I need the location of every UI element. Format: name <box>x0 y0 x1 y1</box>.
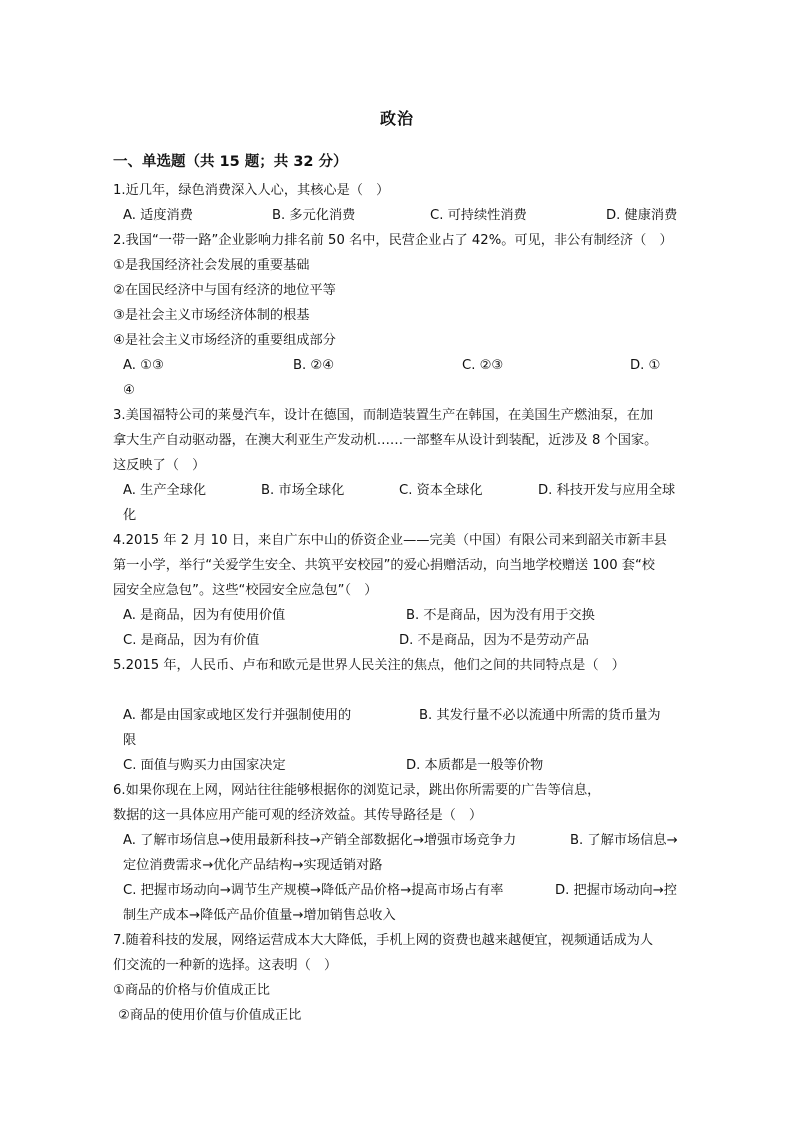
question-7-stem-line-1: 7.随着科技的发展，网络运营成本大大降低，手机上网的资费也越来越便宜，视频通话成为人 <box>113 933 654 948</box>
q4-option-d: D. 不是商品，因为不是劳动产品 <box>399 633 589 648</box>
q2-statement-2: ②在国民经济中与国有经济的地位平等 <box>113 283 336 298</box>
q7-statement-1: ①商品的价格与价值成正比 <box>113 983 270 998</box>
question-2-stem: 2.我国“一带一路”企业影响力排名前 50 名中，民营企业占了 42%。可见，非公有制经济（ ） <box>113 233 673 248</box>
q4-option-a: A. 是商品，因为有使用价值 <box>123 608 286 623</box>
q2-option-wrap: ④ <box>123 383 135 398</box>
q3-option-d: D. 科技开发与应用全球 <box>538 483 676 498</box>
q2-option-d: D. ① <box>630 358 661 373</box>
q3-option-b: B. 市场全球化 <box>261 483 345 498</box>
q5-option-wrap: 限 <box>123 733 137 748</box>
q5-option-c: C. 面值与购买力由国家决定 <box>123 758 286 773</box>
q5-option-d: D. 本质都是一般等价物 <box>406 758 544 773</box>
section-heading: 一、单选题（共 15 题；共 32 分） <box>113 154 348 170</box>
question-6-stem-line-2: 数据的这一具体应用产能可观的经济效益。其传导路径是（ ） <box>113 808 483 823</box>
q1-option-d: D. 健康消费 <box>606 208 678 223</box>
q2-statement-3: ③是社会主义市场经济体制的根基 <box>113 308 310 323</box>
question-4-stem-line-1: 4.2015 年 2 月 10 日，来自广东中山的侨资企业——完美（中国）有限公司来到韶关市新丰县 <box>113 533 667 548</box>
q6-option-b: B. 了解市场信息→ <box>570 833 678 848</box>
q5-option-b: B. 其发行量不必以流通中所需的货币量为 <box>419 708 661 723</box>
q6-option-d-wrap: 制生产成本→降低产品价值量→增加销售总收入 <box>123 908 396 923</box>
q2-statement-1: ①是我国经济社会发展的重要基础 <box>113 258 310 273</box>
q7-statement-2: ②商品的使用价值与价值成正比 <box>118 1008 302 1023</box>
question-1-stem: 1.近几年，绿色消费深入人心，其核心是（ ） <box>113 183 390 198</box>
q6-option-c: C. 把握市场动向→调节生产规模→降低产品价格→提高市场占有率 <box>123 883 504 898</box>
q4-option-c: C. 是商品，因为有价值 <box>123 633 260 648</box>
question-3-stem-line-2: 拿大生产自动驱动器，在澳大利亚生产发动机……一部整车从设计到装配，近涉及 8 个国家。 <box>113 433 658 448</box>
question-7-stem-line-2: 们交流的一种新的选择。这表明（ ） <box>113 958 338 973</box>
page-title: 政治 <box>379 109 414 128</box>
q6-option-a: A. 了解市场信息→使用最新科技→产销全部数据化→增强市场竞争力 <box>123 833 517 848</box>
q3-option-wrap: 化 <box>123 508 137 523</box>
q2-option-a: A. ①③ <box>123 358 164 373</box>
question-5-stem: 5.2015 年，人民币、卢布和欧元是世界人民关注的焦点，他们之间的共同特点是（ ） <box>113 658 625 673</box>
q4-option-b: B. 不是商品，因为没有用于交换 <box>406 608 595 623</box>
q2-option-b: B. ②④ <box>293 358 335 373</box>
question-4-stem-line-3: 园安全应急包”。这些“校园安全应急包”（ ） <box>113 583 378 598</box>
q3-option-a: A. 生产全球化 <box>123 483 207 498</box>
q3-option-c: C. 资本全球化 <box>399 483 483 498</box>
q1-option-b: B. 多元化消费 <box>272 208 356 223</box>
q6-option-d: D. 把握市场动向→控 <box>555 883 677 898</box>
q6-option-b-wrap: 定位消费需求→优化产品结构→实现适销对路 <box>123 858 383 873</box>
q1-option-a: A. 适度消费 <box>123 208 193 223</box>
question-3-stem-line-1: 3.美国福特公司的莱曼汽车，设计在德国，而制造装置生产在韩国，在美国生产燃油泵，在加 <box>113 408 654 423</box>
question-4-stem-line-2: 第一小学，举行“关爱学生安全、共筑平安校园”的爱心捐赠活动，向当地学校赠送 100 套“校 <box>113 558 655 573</box>
question-6-stem-line-1: 6.如果你现在上网，网站往往能够根据你的浏览记录，跳出你所需要的广告等信息， <box>113 783 601 798</box>
q2-option-c: C. ②③ <box>462 358 504 373</box>
question-3-stem-line-3: 这反映了（ ） <box>113 458 206 473</box>
q1-option-c: C. 可持续性消费 <box>430 208 527 223</box>
q5-option-a: A. 都是由国家或地区发行并强制使用的 <box>123 708 352 723</box>
q2-statement-4: ④是社会主义市场经济的重要组成部分 <box>113 333 336 348</box>
